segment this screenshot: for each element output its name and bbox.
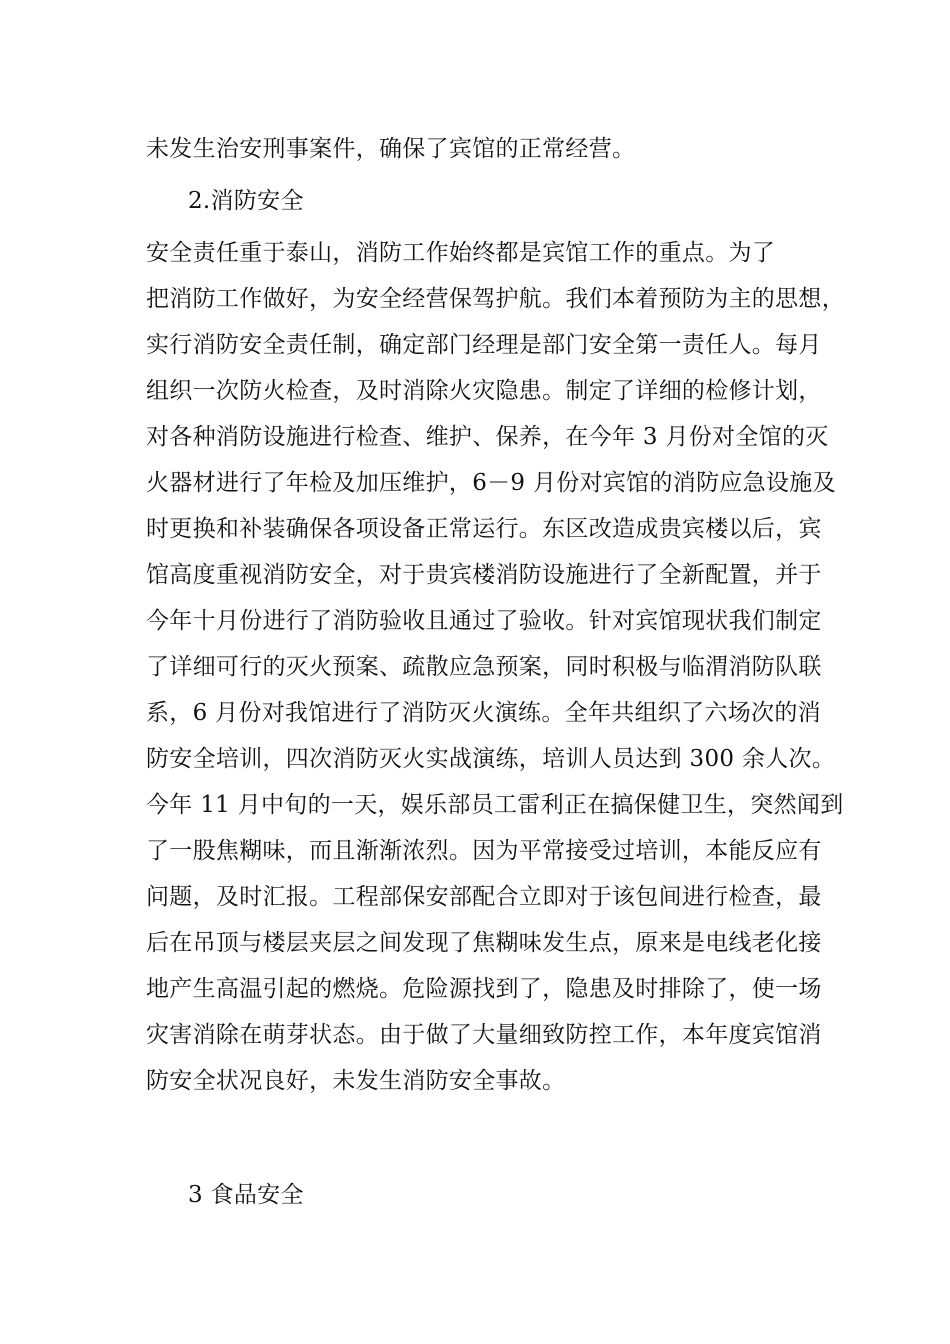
- section-heading-fire-safety: 2.消防安全: [188, 188, 304, 214]
- paragraph-line: 防安全培训，四次消防灭火实战演练，培训人员达到 300 余人次。: [146, 746, 836, 772]
- paragraph-line: 地产生高温引起的燃烧。危险源找到了，隐患及时排除了，使一场: [146, 976, 822, 1002]
- paragraph-line: 今年十月份进行了消防验收且通过了验收。针对宾馆现状我们制定: [146, 608, 822, 634]
- paragraph-line: 安全责任重于泰山，消防工作始终都是宾馆工作的重点。为了: [146, 240, 776, 266]
- paragraph-line: 后在吊顶与楼层夹层之间发现了焦糊味发生点，原来是电线老化接: [146, 930, 822, 956]
- paragraph-line: 今年 11 月中旬的一天，娱乐部员工雷利正在搞保健卫生，突然闻到: [146, 792, 844, 818]
- paragraph-line: 系，6 月份对我馆进行了消防灭火演练。全年共组织了六场次的消: [146, 700, 821, 726]
- paragraph-line: 对各种消防设施进行检查、维护、保养，在今年 3 月份对全馆的灭: [146, 424, 829, 450]
- paragraph-line: 了一股焦糊味，而且渐渐浓烈。因为平常接受过培训，本能反应有: [146, 838, 822, 864]
- paragraph-line: 问题，及时汇报。工程部保安部配合立即对于该包间进行检查，最: [146, 884, 822, 910]
- paragraph-line: 馆高度重视消防安全，对于贵宾楼消防设施进行了全新配置，并于: [146, 562, 822, 588]
- paragraph-line: 实行消防安全责任制，确定部门经理是部门安全第一责任人。每月: [146, 332, 822, 358]
- paragraph-line: 把消防工作做好，为安全经营保驾护航。我们本着预防为主的思想，: [146, 286, 845, 312]
- paragraph-line: 时更换和补装确保各项设备正常运行。东区改造成贵宾楼以后，宾: [146, 516, 822, 542]
- paragraph-line: 火器材进行了年检及加压维护，6－9 月份对宾馆的消防应急设施及: [146, 470, 836, 496]
- paragraph-line: 防安全状况良好，未发生消防安全事故。: [146, 1068, 566, 1094]
- paragraph-line: 组织一次防火检查，及时消除火灾隐患。制定了详细的检修计划，: [146, 378, 822, 404]
- intro-line: 未发生治安刑事案件，确保了宾馆的正常经营。: [146, 136, 636, 162]
- section-heading-food-safety: 3 食品安全: [188, 1182, 304, 1208]
- paragraph-line: 灾害消除在萌芽状态。由于做了大量细致防控工作，本年度宾馆消: [146, 1022, 822, 1048]
- paragraph-line: 了详细可行的灭火预案、疏散应急预案，同时积极与临渭消防队联: [146, 654, 822, 680]
